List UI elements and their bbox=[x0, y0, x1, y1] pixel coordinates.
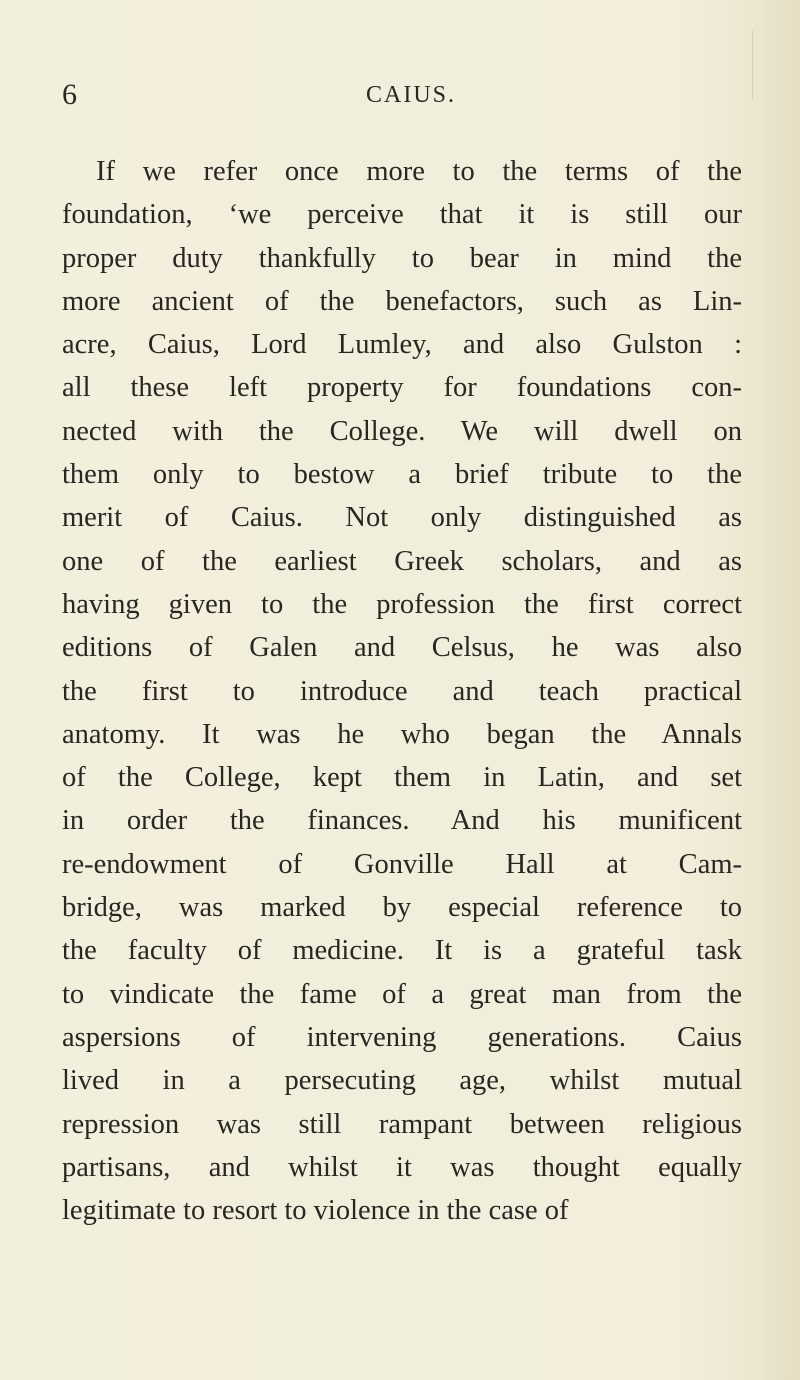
text-line: repression was still rampant between religious bbox=[62, 1108, 742, 1140]
text-line: them only to bestow a brief tribute to the bbox=[62, 459, 742, 491]
text-line: having given to the profession the first correct bbox=[62, 588, 742, 620]
body-text bbox=[62, 150, 742, 1232]
page-edge-line bbox=[752, 30, 753, 100]
text-line: all these left property for foundations con- bbox=[62, 372, 742, 404]
text-line: partisans, and whilst it was thought equally bbox=[62, 1151, 742, 1183]
text-line: proper duty thankfully to bear in mind the bbox=[62, 242, 742, 274]
text-line: anatomy. It was he who began the Annals bbox=[62, 718, 742, 750]
text-line: bridge, was marked by especial reference to bbox=[62, 892, 742, 924]
text-line: foundation, ‘we perceive that it is still our bbox=[62, 199, 742, 231]
text-line: If we refer once more to the terms of the bbox=[96, 156, 742, 187]
page-header bbox=[62, 78, 742, 118]
text-line: nected with the College. We will dwell on bbox=[62, 415, 742, 447]
page-number: 6 bbox=[62, 78, 77, 111]
text-line: merit of Caius. Not only distinguished as bbox=[62, 502, 742, 534]
text-line: lived in a persecuting age, whilst mutual bbox=[62, 1065, 742, 1097]
text-line: in order the finances. And his munificent bbox=[62, 805, 742, 837]
text-line: legitimate to resort to violence in the case of bbox=[62, 1195, 569, 1227]
text-line: the faculty of medicine. It is a grateful task bbox=[62, 935, 742, 967]
text-line: aspersions of intervening generations. Caius bbox=[62, 1021, 742, 1053]
text-line: more ancient of the benefactors, such as Lin- bbox=[62, 285, 742, 317]
text-line: of the College, kept them in Latin, and set bbox=[62, 762, 742, 794]
text-line: one of the earliest Greek scholars, and as bbox=[62, 545, 742, 577]
text-line: the first to introduce and teach practical bbox=[62, 675, 742, 707]
running-head: CAIUS. bbox=[366, 82, 457, 108]
text-line: editions of Galen and Celsus, he was also bbox=[62, 632, 742, 664]
text-line: to vindicate the fame of a great man from the bbox=[62, 978, 742, 1010]
text-line: acre, Caius, Lord Lumley, and also Gulston : bbox=[62, 329, 742, 361]
text-line: re-endowment of Gonville Hall at Cam- bbox=[62, 848, 742, 880]
